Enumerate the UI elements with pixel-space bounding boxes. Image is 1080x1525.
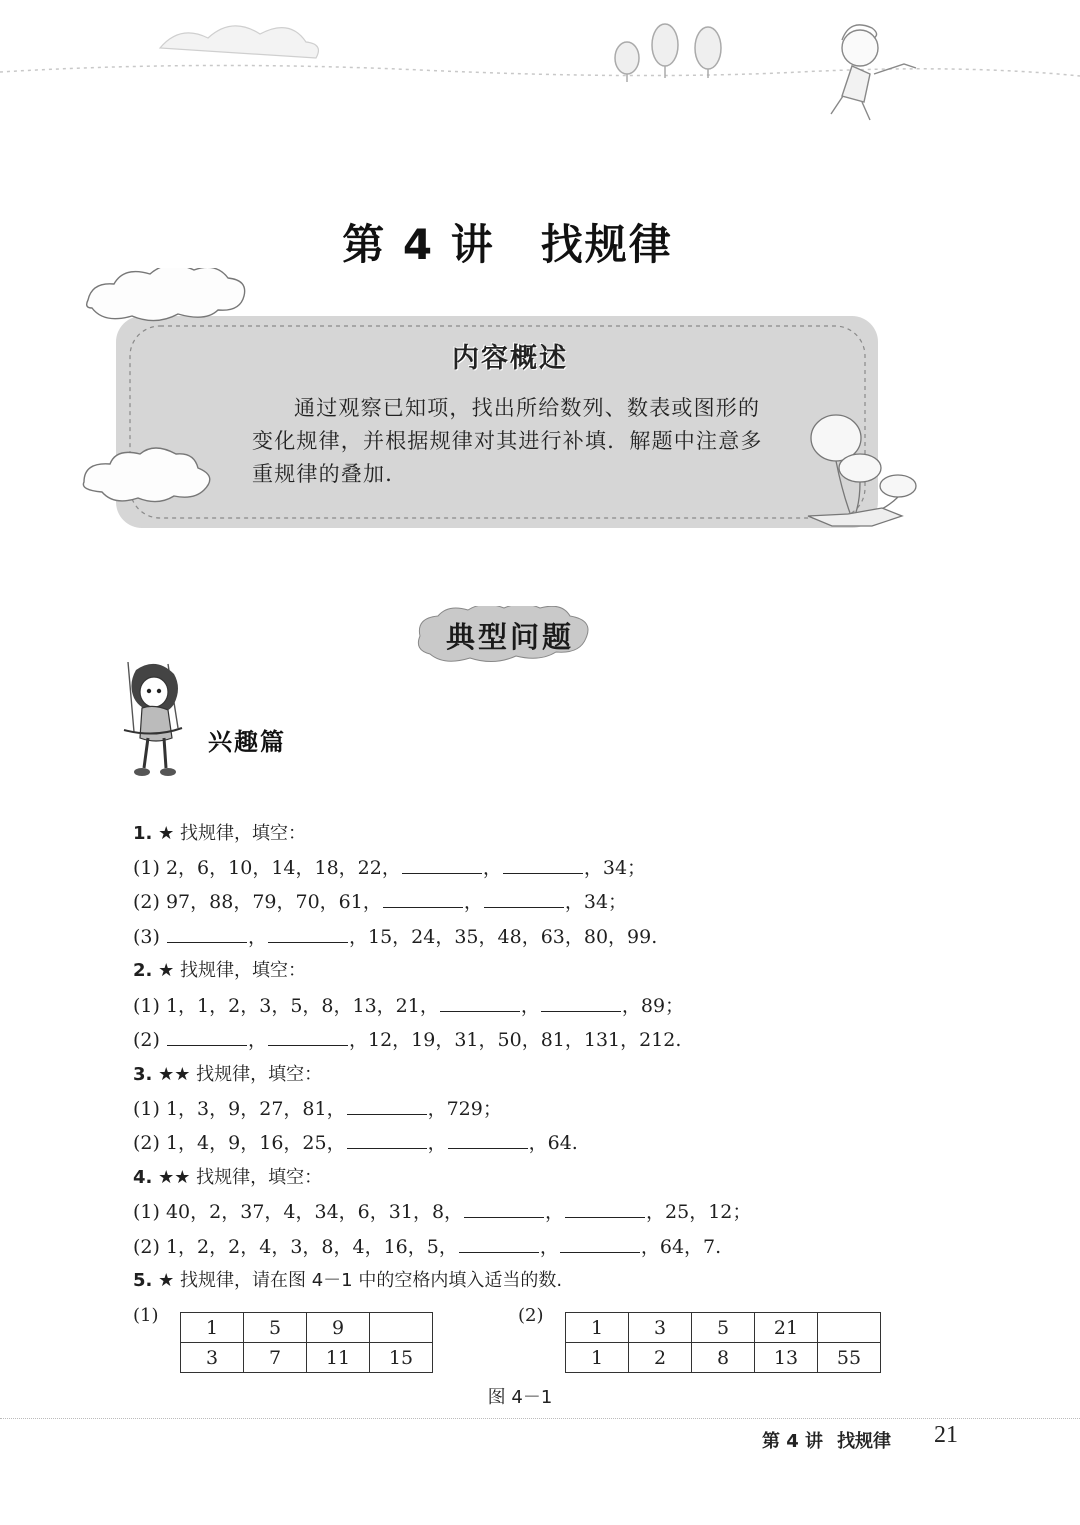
tree-icon bbox=[615, 24, 721, 82]
figure-caption: 图 4－1 bbox=[487, 1387, 553, 1408]
answer-blank[interactable] bbox=[448, 1130, 528, 1149]
sequence-text: 2，6，10，14，18，22， bbox=[165, 857, 401, 879]
problem-2 bbox=[133, 958, 306, 984]
part-label: (1) bbox=[133, 1201, 160, 1223]
difficulty-stars: ★★ bbox=[158, 1064, 191, 1085]
sequence-text: 1，4，9，16，25， bbox=[165, 1132, 346, 1154]
separator: ， bbox=[482, 857, 502, 879]
problem-4-part-2 bbox=[133, 1234, 721, 1260]
answer-blank[interactable] bbox=[268, 1027, 348, 1046]
answer-blank[interactable] bbox=[565, 1199, 645, 1218]
table-cell: 1 bbox=[181, 1313, 244, 1343]
table-cell: 15 bbox=[370, 1343, 433, 1373]
answer-blank[interactable] bbox=[268, 924, 348, 943]
part-label: (2) bbox=[133, 1029, 160, 1051]
footer-divider bbox=[0, 1418, 1080, 1419]
problem-number: 4. bbox=[133, 1167, 153, 1188]
answer-blank[interactable] bbox=[167, 924, 247, 943]
table-cell: 3 bbox=[629, 1313, 692, 1343]
part-label: (3) bbox=[133, 926, 160, 948]
chapter-title bbox=[0, 212, 1015, 272]
table-cell: 2 bbox=[629, 1343, 692, 1373]
answer-blank[interactable] bbox=[464, 1199, 544, 1218]
problem-4 bbox=[133, 1165, 322, 1191]
answer-blank[interactable] bbox=[541, 993, 621, 1012]
difficulty-stars: ★ bbox=[158, 1270, 175, 1291]
summary-heading: 内容概述 bbox=[452, 343, 568, 374]
table-cell: 21 bbox=[755, 1313, 818, 1343]
problem-number: 3. bbox=[133, 1064, 153, 1085]
sequence-text: 97，88，79，70，61， bbox=[165, 891, 382, 913]
problem-number: 2. bbox=[133, 960, 153, 981]
table-cell: 7 bbox=[244, 1343, 307, 1373]
sequence-text: ，25，12； bbox=[646, 1201, 752, 1223]
separator: ， bbox=[545, 1201, 565, 1223]
problem-1 bbox=[133, 821, 306, 847]
table-cell: 5 bbox=[692, 1313, 755, 1343]
number-table-1 bbox=[180, 1312, 433, 1373]
problem-number: 1. bbox=[133, 823, 153, 844]
sequence-text: ，15，24，35，48，63，80，99. bbox=[348, 926, 658, 948]
sequence-text: ，34； bbox=[583, 857, 647, 879]
part-label: (1) bbox=[133, 1098, 160, 1120]
problem-prompt: 找规律，填空： bbox=[196, 1064, 323, 1085]
table-cell: 55 bbox=[818, 1343, 881, 1373]
answer-blank[interactable] bbox=[383, 889, 463, 908]
sequence-text: ，89； bbox=[621, 995, 685, 1017]
problem-prompt: 找规律，填空： bbox=[179, 823, 306, 844]
chapter-name: 找规律 bbox=[540, 220, 673, 269]
separator: ， bbox=[539, 1236, 559, 1258]
problem-1-part-3 bbox=[133, 924, 657, 950]
difficulty-stars: ★★ bbox=[158, 1167, 191, 1188]
problem-4-part-1 bbox=[133, 1199, 751, 1225]
problem-2-part-2 bbox=[133, 1027, 681, 1053]
number-table-2 bbox=[565, 1312, 881, 1373]
footer-chapter-label: 第 4 讲 bbox=[762, 1431, 824, 1452]
table-row bbox=[566, 1313, 881, 1343]
sequence-text: ，64，7. bbox=[640, 1236, 722, 1258]
sequence-text: ，64. bbox=[528, 1132, 578, 1154]
child-running-icon bbox=[831, 25, 916, 120]
problem-prompt: 找规律，请在图 4－1 中的空格内填入适当的数. bbox=[179, 1270, 563, 1291]
sequence-text: ，729； bbox=[427, 1098, 502, 1120]
answer-blank[interactable] bbox=[459, 1234, 539, 1253]
table-label: (1) bbox=[133, 1305, 159, 1326]
answer-blank[interactable] bbox=[503, 855, 583, 874]
answer-blank[interactable] bbox=[402, 855, 482, 874]
table-row bbox=[566, 1343, 881, 1373]
sequence-text: ，12，19，31，50，81，131，212. bbox=[348, 1029, 682, 1051]
answer-blank[interactable] bbox=[484, 889, 564, 908]
problem-3 bbox=[133, 1062, 322, 1088]
problem-1-part-2 bbox=[133, 889, 627, 915]
difficulty-stars: ★ bbox=[158, 960, 175, 981]
answer-blank[interactable] bbox=[347, 1096, 427, 1115]
table-cell: 1 bbox=[566, 1343, 629, 1373]
girl-on-swing-icon bbox=[106, 660, 206, 790]
table-cell: 11 bbox=[307, 1343, 370, 1373]
problem-3-part-2 bbox=[133, 1130, 578, 1156]
separator: ， bbox=[247, 1029, 267, 1051]
header-decoration bbox=[0, 0, 1080, 140]
cloud-icon bbox=[160, 26, 318, 58]
answer-blank[interactable] bbox=[347, 1130, 427, 1149]
sequence-text: 40，2，37，4，34，6，31，8， bbox=[165, 1201, 464, 1223]
summary-line: 变化规律，并根据规律对其进行补填．解题中注意多 bbox=[252, 429, 763, 453]
cloud-icon bbox=[87, 268, 245, 321]
table-cell: 9 bbox=[307, 1313, 370, 1343]
difficulty-stars: ★ bbox=[158, 823, 175, 844]
separator: ， bbox=[463, 891, 483, 913]
problem-3-part-1 bbox=[133, 1096, 502, 1122]
problem-5 bbox=[133, 1268, 562, 1294]
table-cell: 3 bbox=[181, 1343, 244, 1373]
separator: ， bbox=[427, 1132, 447, 1154]
part-label: (1) bbox=[133, 995, 160, 1017]
table-cell: 1 bbox=[566, 1313, 629, 1343]
problem-2-part-1 bbox=[133, 993, 684, 1019]
sequence-text: 1，3，9，27，81， bbox=[165, 1098, 346, 1120]
summary-line: 重规律的叠加． bbox=[252, 462, 408, 486]
chapter-label: 第 4 讲 bbox=[342, 220, 495, 269]
problem-number: 5. bbox=[133, 1270, 153, 1291]
part-label: (2) bbox=[133, 1236, 160, 1258]
footer-chapter-title: 找规律 bbox=[837, 1431, 892, 1452]
answer-blank[interactable] bbox=[560, 1234, 640, 1253]
empty-cell[interactable] bbox=[818, 1313, 881, 1343]
empty-cell[interactable] bbox=[370, 1313, 433, 1343]
sequence-text: ，34； bbox=[564, 891, 628, 913]
problem-1-part-1 bbox=[133, 855, 646, 881]
separator: ， bbox=[520, 995, 540, 1017]
table-label: (2) bbox=[518, 1305, 544, 1326]
summary-line: 通过观察已知项，找出所给数列、数表或图形的 bbox=[294, 396, 761, 420]
separator: ， bbox=[247, 926, 267, 948]
problem-prompt: 找规律，填空： bbox=[196, 1167, 323, 1188]
answer-blank[interactable] bbox=[167, 1027, 247, 1046]
sequence-text: 1，1，2，3，5，8，13，21， bbox=[165, 995, 439, 1017]
typical-heading: 典型问题 bbox=[445, 620, 574, 654]
part-label: (1) bbox=[133, 857, 160, 879]
footer-chapter bbox=[762, 1427, 891, 1453]
cloud-icon bbox=[83, 448, 209, 502]
table-cell: 8 bbox=[692, 1343, 755, 1373]
page-number: 21 bbox=[934, 1422, 958, 1448]
part-label: (2) bbox=[133, 1132, 160, 1154]
table-row bbox=[181, 1343, 433, 1373]
table-row bbox=[181, 1313, 433, 1343]
section-title: 兴趣篇 bbox=[208, 728, 286, 756]
problem-prompt: 找规律，填空： bbox=[179, 960, 306, 981]
part-label: (2) bbox=[133, 891, 160, 913]
table-cell: 5 bbox=[244, 1313, 307, 1343]
summary-text bbox=[252, 392, 777, 491]
answer-blank[interactable] bbox=[440, 993, 520, 1012]
table-cell: 13 bbox=[755, 1343, 818, 1373]
sequence-text: 1，2，2，4，3，8，4，16，5， bbox=[165, 1236, 458, 1258]
